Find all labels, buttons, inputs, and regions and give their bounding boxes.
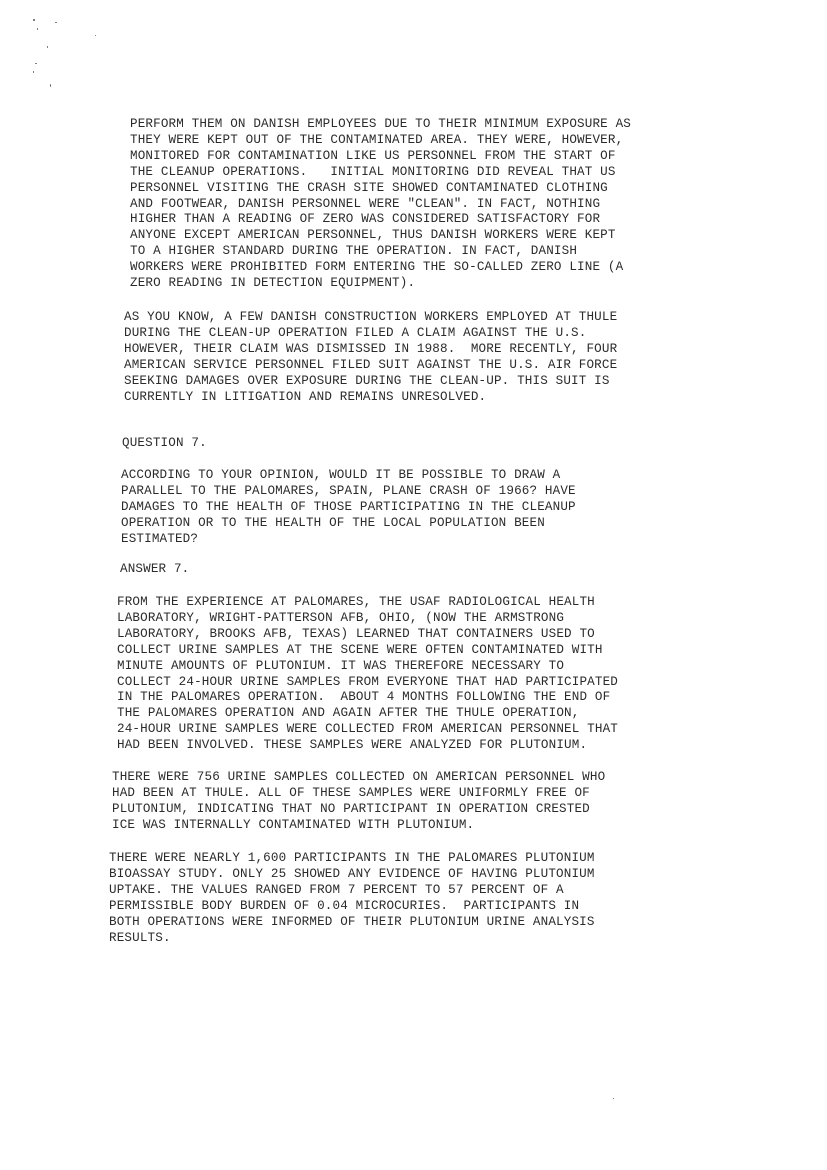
- answer-paragraph-1: [117, 595, 618, 754]
- text-line: MINUTE AMOUNTS OF PLUTONIUM. IT WAS THEREFORE NECESSARY TO: [117, 658, 565, 673]
- text-line: COLLECT 24-HOUR URINE SAMPLES FROM EVERYONE THAT HAD PARTICIPATED: [117, 674, 618, 689]
- text-line: LABORATORY, WRIGHT-PATTERSON AFB, OHIO, (NOW THE ARMSTRONG: [117, 610, 565, 625]
- text-line: HOWEVER, THEIR CLAIM WAS DISMISSED IN 1988. MORE RECENTLY, FOUR: [124, 341, 618, 356]
- scan-speck: [95, 35, 96, 36]
- text-line: WORKERS WERE PROHIBITED FORM ENTERING THE SO-CALLED ZERO LINE (A: [130, 260, 624, 275]
- text-line: AS YOU KNOW, A FEW DANISH CONSTRUCTION WORKERS EMPLOYED AT THULE: [124, 310, 618, 324]
- text-line: OPERATION OR TO THE HEALTH OF THE LOCAL POPULATION BEEN: [121, 515, 545, 530]
- text-line: PERFORM THEM ON DANISH EMPLOYEES DUE TO THEIR MINIMUM EXPOSURE AS: [130, 117, 631, 131]
- answer-paragraph-3: [109, 851, 595, 946]
- text-line: SEEKING DAMAGES OVER EXPOSURE DURING THE CLEAN-UP. THIS SUIT IS: [124, 373, 610, 388]
- text-line: HAD BEEN INVOLVED. THESE SAMPLES WERE ANALYZED FOR PLUTONIUM.: [117, 738, 588, 753]
- text-line: THERE WERE 756 URINE SAMPLES COLLECTED ON AMERICAN PERSONNEL WHO: [112, 770, 606, 784]
- text-line: ZERO READING IN DETECTION EQUIPMENT).: [130, 276, 416, 291]
- text-line: 24-HOUR URINE SAMPLES WERE COLLECTED FROM AMERICAN PERSONNEL THAT: [117, 722, 618, 737]
- paragraph-1: [130, 117, 631, 292]
- text-line: CURRENTLY IN LITIGATION AND REMAINS UNRESOLVED.: [124, 389, 487, 404]
- text-line: TO A HIGHER STANDARD DURING THE OPERATION. IN FACT, DANISH: [130, 244, 578, 259]
- text-line: AND FOOTWEAR, DANISH PERSONNEL WERE "CLEAN". IN FACT, NOTHING: [130, 196, 601, 211]
- text-line: PERMISSIBLE BODY BURDEN OF 0.04 MICROCURIES. PARTICIPANTS IN: [109, 898, 580, 913]
- text-line: THEY WERE KEPT OUT OF THE CONTAMINATED AREA. THEY WERE, HOWEVER,: [130, 132, 624, 147]
- text-line: HIGHER THAN A READING OF ZERO WAS CONSIDERED SATISFACTORY FOR: [130, 212, 601, 227]
- scan-speck: [55, 22, 57, 23]
- text-line: ICE WAS INTERNALLY CONTAMINATED WITH PLUTONIUM.: [112, 817, 475, 832]
- text-line: DAMAGES TO THE HEALTH OF THOSE PARTICIPATING IN THE CLEANUP: [121, 499, 576, 514]
- text-line: THE PALOMARES OPERATION AND AGAIN AFTER THE THULE OPERATION,: [117, 706, 580, 721]
- text-line: ACCORDING TO YOUR OPINION, WOULD IT BE POSSIBLE TO DRAW A: [121, 468, 561, 482]
- scan-speck: [37, 28, 38, 30]
- text-line: ESTIMATED?: [121, 531, 199, 546]
- text-line: BIOASSAY STUDY. ONLY 25 SHOWED ANY EVIDENCE OF HAVING PLUTONIUM: [109, 866, 595, 881]
- text-line: PERSONNEL VISITING THE CRASH SITE SHOWED CONTAMINATED CLOTHING: [130, 180, 608, 195]
- scan-speck: [33, 19, 35, 21]
- text-line: IN THE PALOMARES OPERATION. ABOUT 4 MONTHS FOLLOWING THE END OF: [117, 690, 611, 705]
- text-line: ANYONE EXCEPT AMERICAN PERSONNEL, THUS DANISH WORKERS WERE KEPT: [130, 228, 616, 243]
- answer-paragraph-2: [112, 770, 605, 834]
- text-line: BOTH OPERATIONS WERE INFORMED OF THEIR PLUTONIUM URINE ANALYSIS: [109, 914, 595, 929]
- text-line: MONITORED FOR CONTAMINATION LIKE US PERSONNEL FROM THE START OF: [130, 148, 616, 163]
- text-line: PARALLEL TO THE PALOMARES, SPAIN, PLANE CRASH OF 1966? HAVE: [121, 483, 576, 498]
- paragraph-2: [124, 310, 617, 405]
- text-line: THE CLEANUP OPERATIONS. INITIAL MONITORING DID REVEAL THAT US: [130, 164, 616, 179]
- question-text: [121, 468, 576, 548]
- text-line: COLLECT URINE SAMPLES AT THE SCENE WERE OFTEN CONTAMINATED WITH: [117, 642, 603, 657]
- text-line: HAD BEEN AT THULE. ALL OF THESE SAMPLES WERE UNIFORMLY FREE OF: [112, 785, 590, 800]
- text-line: PLUTONIUM, INDICATING THAT NO PARTICIPANT IN OPERATION CRESTED: [112, 801, 590, 816]
- scan-speck: [613, 1098, 614, 1099]
- text-line: LABORATORY, BROOKS AFB, TEXAS) LEARNED THAT CONTAINERS USED TO: [117, 626, 595, 641]
- scan-speck: [33, 71, 34, 73]
- answer-heading: ANSWER 7.: [120, 562, 190, 576]
- scan-speck: [50, 84, 51, 87]
- scan-speck: [35, 63, 37, 64]
- text-line: DURING THE CLEAN-UP OPERATION FILED A CLAIM AGAINST THE U.S.: [124, 325, 587, 340]
- scan-speck: [47, 46, 48, 48]
- text-line: FROM THE EXPERIENCE AT PALOMARES, THE USAF RADIOLOGICAL HEALTH: [117, 595, 595, 609]
- text-line: AMERICAN SERVICE PERSONNEL FILED SUIT AGAINST THE U.S. AIR FORCE: [124, 357, 618, 372]
- text-line: RESULTS.: [109, 930, 171, 945]
- text-line: UPTAKE. THE VALUES RANGED FROM 7 PERCENT TO 57 PERCENT OF A: [109, 882, 564, 897]
- text-line: THERE WERE NEARLY 1,600 PARTICIPANTS IN THE PALOMARES PLUTONIUM: [109, 851, 595, 865]
- question-heading: QUESTION 7.: [122, 436, 207, 450]
